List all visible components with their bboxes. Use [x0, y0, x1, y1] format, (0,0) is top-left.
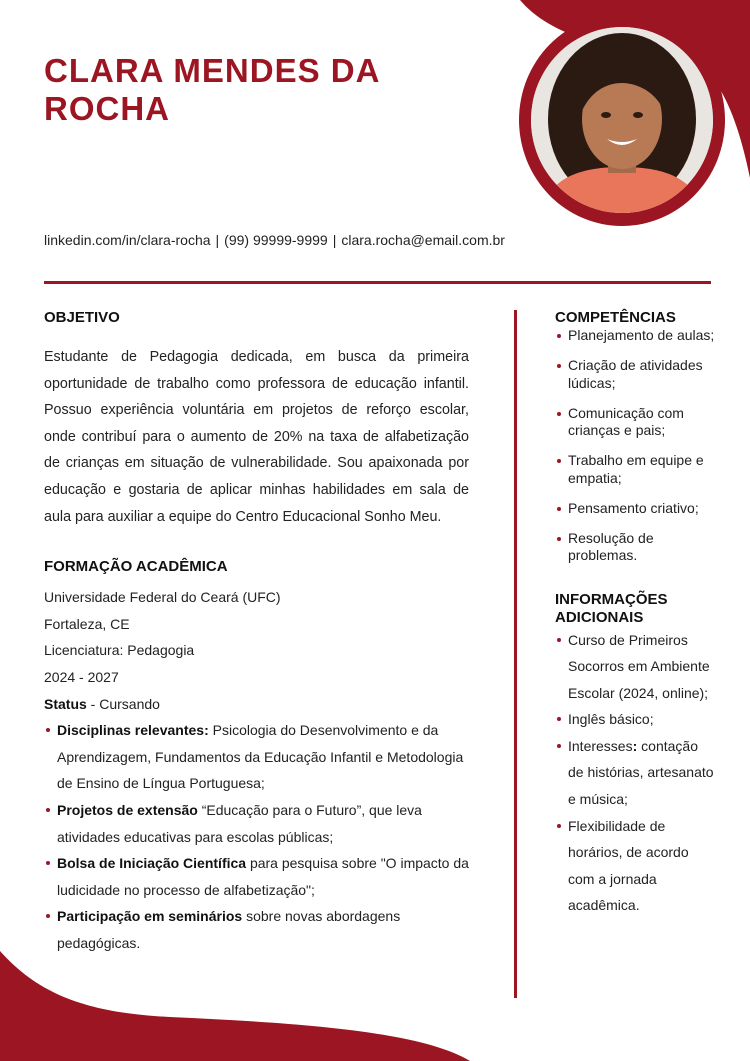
item-colon: : — [632, 737, 638, 754]
profile-photo — [531, 27, 713, 213]
objective-text: Estudante de Pedagogia dedicada, em busca da primeira oportunidade de trabalho como professora de educação infantil. Possuo experiência voluntária em projetos de reforço escolar, onde contribuí para o aumento de 20% na taxa de alfabetização de crianças em situação de vulnerabilidade. Sou apaixonada por educação e gostaria de aplicar minhas habilidades em sala de aula para auxiliar a equipe do Centro Educacional Sonho Meu. — [44, 349, 469, 525]
item-text: para pesquisa sobre "O impacto da ludicidade no processo de alfabetização"; — [57, 855, 469, 898]
list-item — [44, 717, 469, 797]
item-label: Disciplinas relevantes: — [57, 722, 209, 739]
education-details — [44, 584, 469, 717]
sidebar-column — [555, 309, 715, 919]
item-text: contação de histórias, artesanato e música; — [568, 737, 714, 808]
list-item: Resolução de problemas. — [555, 530, 715, 565]
item-label: Interesses — [568, 737, 633, 754]
main-column — [44, 309, 469, 956]
list-item — [555, 733, 715, 813]
email-link[interactable]: clara.rocha@email.com.br — [341, 232, 505, 248]
item-text: “Educação para o Futuro”, que leva atividades educativas para escolas públicas; — [57, 801, 422, 845]
list-item — [44, 797, 469, 850]
list-item — [44, 903, 469, 956]
skills-list — [555, 327, 715, 565]
list-item: Planejamento de aulas; — [555, 327, 715, 345]
additional-info-list — [555, 627, 715, 920]
status-label: Status — [44, 695, 87, 712]
university: Universidade Federal do Ceará (UFC) — [44, 589, 281, 606]
column-divider — [514, 310, 517, 998]
item-text: sobre novas abordagens pedagógicas. — [57, 908, 401, 951]
list-item — [555, 706, 715, 733]
location: Fortaleza, CE — [44, 615, 130, 632]
period: 2024 - 2027 — [44, 668, 119, 685]
list-item: Criação de atividades lúdicas; — [555, 357, 715, 392]
item-label: Participação em seminários — [57, 908, 243, 925]
item-text: Flexibilidade de horários, de acordo com a jornada acadêmica. — [568, 817, 689, 914]
item-text: Psicologia do Desenvolvimento e da Aprendizagem, Fundamentos da Educação Infantil e Metodologia de Ensino de Língua Portuguesa; — [57, 722, 464, 792]
header-divider — [44, 281, 711, 284]
degree: Licenciatura: Pedagogia — [44, 642, 195, 659]
list-item — [555, 627, 715, 707]
contact-info — [44, 232, 505, 248]
item-label: Bolsa de Iniciação Científica — [57, 855, 247, 872]
list-item: Comunicação com crianças e pais; — [555, 405, 715, 440]
education-highlights — [44, 717, 469, 956]
status-value: - Cursando — [86, 695, 160, 712]
additional-info-title: INFORMAÇÕES ADICIONAIS — [555, 590, 668, 626]
bottom-wave-decoration — [0, 951, 750, 1061]
list-item — [44, 850, 469, 903]
status — [44, 691, 469, 718]
item-label: Projetos de extensão — [57, 801, 198, 818]
phone-number: (99) 99999-9999 — [224, 232, 328, 248]
list-item: Trabalho em equipe e empatia; — [555, 452, 715, 487]
candidate-name: CLARA MENDES DA ROCHA — [44, 52, 380, 127]
linkedin-link[interactable]: linkedin.com/in/clara-rocha — [44, 232, 211, 248]
education-title: FORMAÇÃO ACADÊMICA — [44, 558, 228, 576]
skills-title: COMPETÊNCIAS — [555, 309, 676, 326]
list-item: Pensamento criativo; — [555, 500, 715, 518]
separator: | — [332, 232, 337, 248]
objective-title: OBJETIVO — [44, 309, 120, 326]
separator: | — [215, 232, 220, 248]
item-text: Curso de Primeiros Socorros em Ambiente Escolar (2024, online); — [568, 631, 710, 701]
item-text: Inglês básico; — [568, 711, 654, 728]
list-item — [555, 813, 715, 919]
